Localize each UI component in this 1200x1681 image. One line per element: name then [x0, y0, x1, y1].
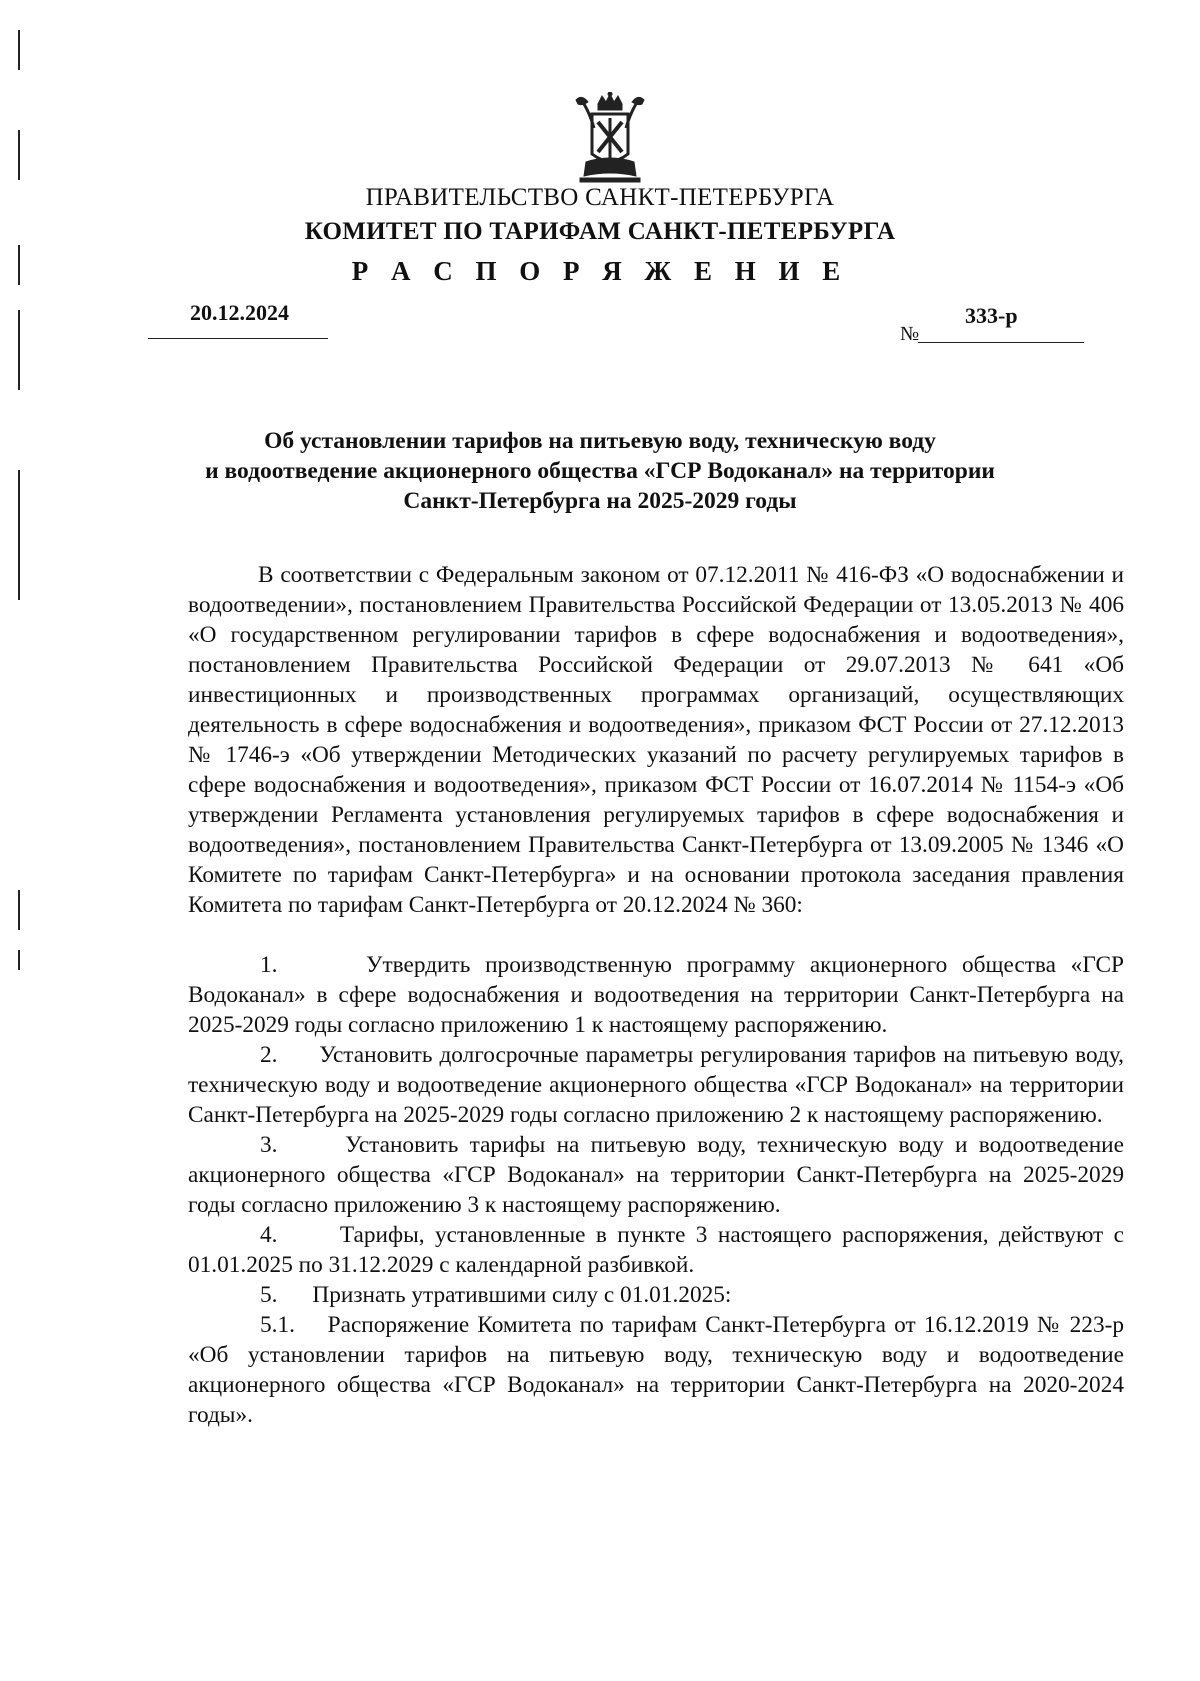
preamble-paragraph: В соответствии с Федеральным законом от 07.12.2011 № 416-ФЗ «О водоснабжении и водоотведении», постановлением Правительства Российской Федерации от 13.05.2013 № 406 «О государственном регулировании тарифов в сфере водоснабжения и водоотведения», постановлением Правительства Российской Федерации от 29.07.2013 № 641 «Об инвестиционных и производственных программах организаций, осуществляющих деятельность в сфере водоснабжения и водоотведения», приказом ФСТ России от 27.12.2013 № 1746-э «Об утверждении Методических указаний по расчету регулируемых тарифов в сфере водоснабжения и водоотведения», приказом ФСТ России от 16.07.2014 № 1154-э «Об утверждении Регламента установления регулируемых тарифов в сфере водоснабжения и водоотведения», постановлением Правительства Санкт-Петербурга от 13.09.2005 № 1346 «О Комитете по тарифам Санкт-Петербурга» и на основании протокола заседания правления Комитета по тарифам Санкт-Петербурга от 20.12.2024 № 360:	[188, 562, 1124, 918]
list-item: 2. Установить долгосрочные параметры регулирования тарифов на питьевую воду, техническую воду и водоотведение акционерного общества «ГСР Водоканал» на территории Санкт-Петербурга на 2025-2029 годы согласно приложению 2 к настоящему распоряжению.	[188, 1042, 1124, 1128]
list-item: 3. Установить тарифы на питьевую воду, техническую воду и водоотведение акционерного общества «ГСР Водоканал» на территории Санкт-Петербурга на 2025-2029 годы согласно приложению 3 к настоящему распоряжению.	[188, 1132, 1124, 1218]
list-item: 1. Утвердить производственную программу акционерного общества «ГСР Водоканал» в сфере водоснабжения и водоотведения на территории Санкт-Петербурга на 2025-2029 годы согласно приложению 1 к настоящему распоряжению.	[188, 952, 1124, 1038]
scan-mark	[18, 130, 20, 180]
scan-mark	[18, 30, 20, 70]
number-underline	[918, 342, 1084, 343]
number-sign: №	[900, 323, 920, 345]
scan-mark	[18, 470, 20, 600]
list-item: 5. Признать утратившими силу с 01.01.2025:	[260, 1282, 732, 1308]
document-number: 333-р	[965, 303, 1018, 328]
document-body	[188, 560, 1124, 1430]
committee-name: КОМИТЕТ ПО ТАРИФАМ САНКТ-ПЕТЕРБУРГА	[304, 218, 896, 245]
title-line: Об установлении тарифов на питьевую воду, техническую воду	[264, 428, 936, 454]
government-name: ПРАВИТЕЛЬСТВО САНКТ-ПЕТЕРБУРГА	[365, 184, 835, 211]
coat-of-arms-icon	[570, 92, 650, 184]
document-title	[180, 426, 1020, 516]
scan-mark	[18, 890, 20, 930]
document-type: Р А С П О Р Я Ж Е Н И Е	[351, 256, 849, 286]
list-item: 5.1. Распоряжение Комитета по тарифам Санкт-Петербурга от 16.12.2019 № 223-р «Об установлении тарифов на питьевую воду, техническую воду и водоотведение акционерного общества «ГСР Водоканал» на территории Санкт-Петербурга на 2020-2024 годы».	[188, 1312, 1124, 1428]
document-date: 20.12.2024	[190, 300, 289, 325]
scan-mark	[18, 310, 20, 390]
title-line: и водоотведение акционерного общества «ГСР Водоканал» на территории	[205, 458, 995, 484]
scan-mark	[18, 950, 20, 970]
date-underline	[148, 338, 328, 339]
list-item: 4. Тарифы, установленные в пункте 3 настоящего распоряжения, действуют с 01.01.2025 по 31.12.2029 с календарной разбивкой.	[188, 1222, 1124, 1278]
title-line: Санкт-Петербурга на 2025-2029 годы	[403, 488, 797, 514]
